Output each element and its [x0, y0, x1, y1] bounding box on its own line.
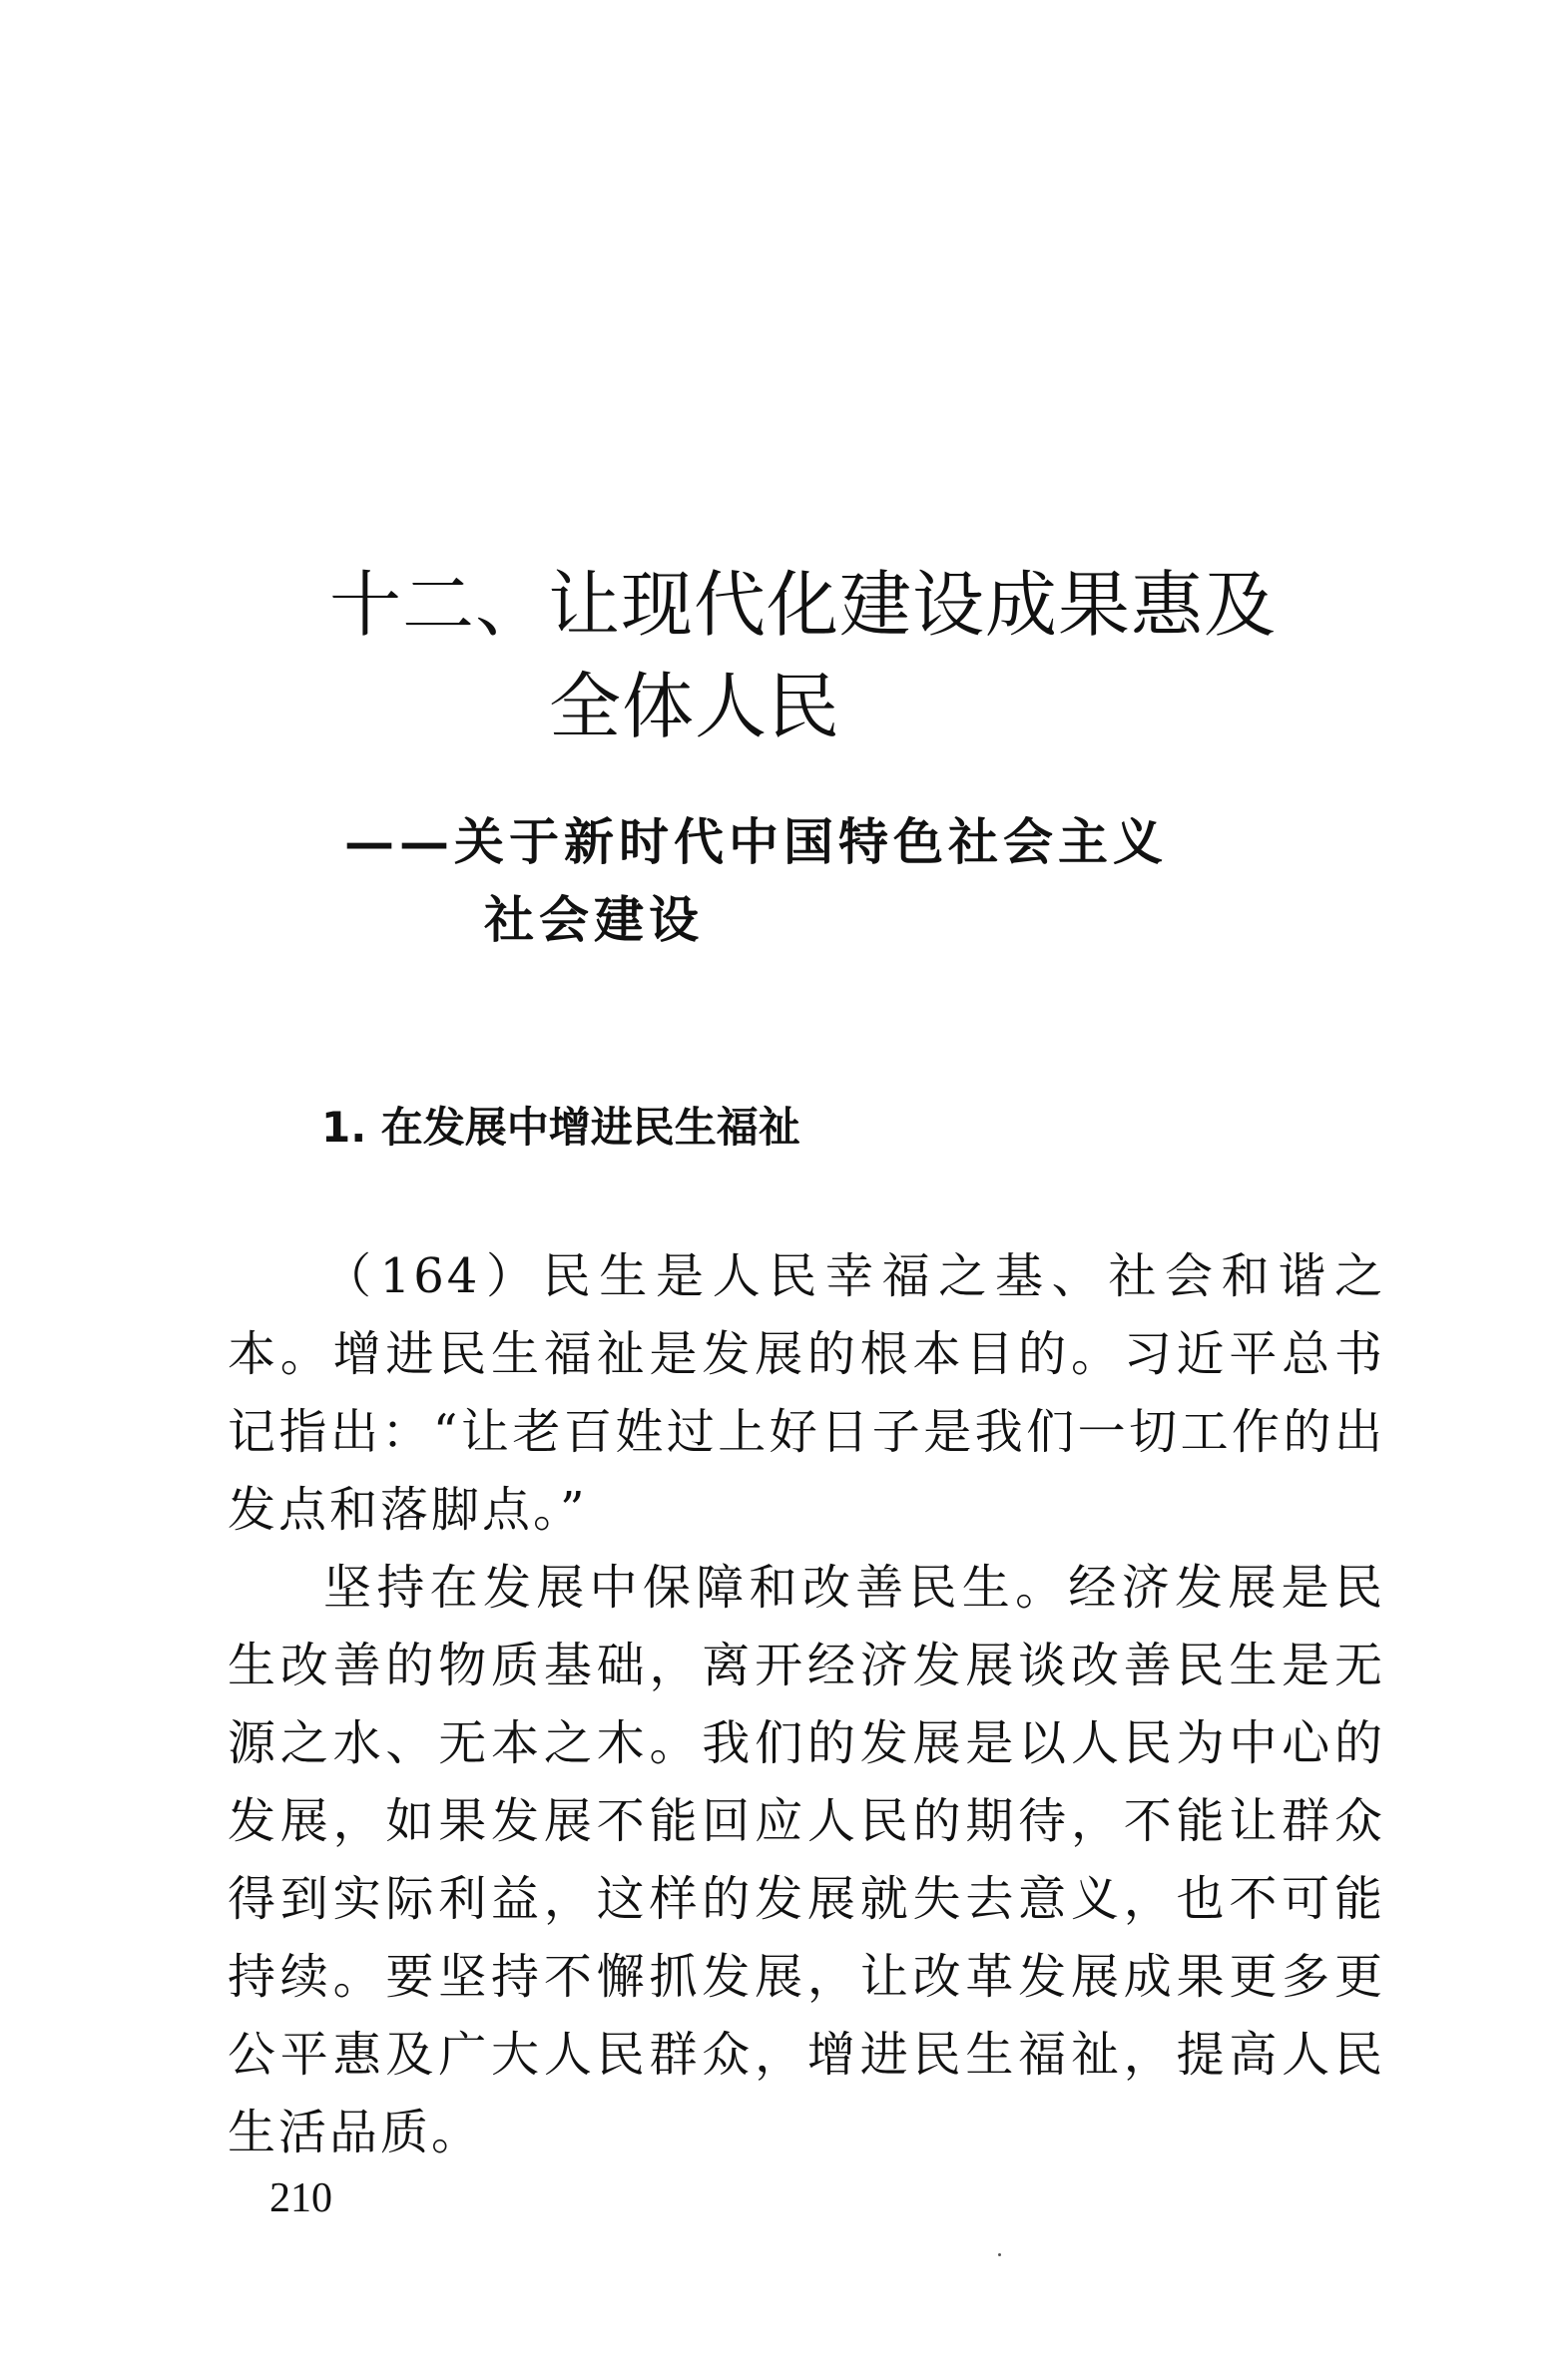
chapter-title	[329, 554, 1327, 757]
chapter-title-line-2: 全体人民	[549, 665, 841, 748]
chapter-subtitle-line-1: ——关于新时代中国特色社会主义	[344, 812, 1168, 871]
chapter-subtitle	[344, 803, 1342, 959]
section-heading: 1. 在发展中增进民生福祉	[321, 1103, 800, 1152]
paragraph-164: （164）民生是人民幸福之基、社会和谐之本。增进民生福祉是发展的根本目的。习近平总书记指出：“让老百姓过上好日子是我们一切工作的出发点和落脚点。”	[228, 1248, 1385, 1538]
scan-speck	[998, 2253, 1001, 2256]
page-number: 210	[269, 2175, 332, 2221]
paragraph-livelihood: 坚持在发展中保障和改善民生。经济发展是民生改善的物质基础，离开经济发展谈改善民生是无源之水、无本之木。我们的发展是以人民为中心的发展，如果发展不能回应人民的期待，不能让群众得到实际利益，这样的发展就失去意义，也不可能持续。要坚持不懈抓发展，让改革发展成果更多更公平惠及广大人民群众，增进民生福祉，提高人民生活品质。	[228, 1560, 1385, 2160]
body-text	[228, 1237, 1385, 2171]
chapter-title-line-1: 十二、让现代化建设成果惠及	[329, 563, 1278, 647]
chapter-subtitle-line-2: 社会建设	[484, 890, 704, 949]
